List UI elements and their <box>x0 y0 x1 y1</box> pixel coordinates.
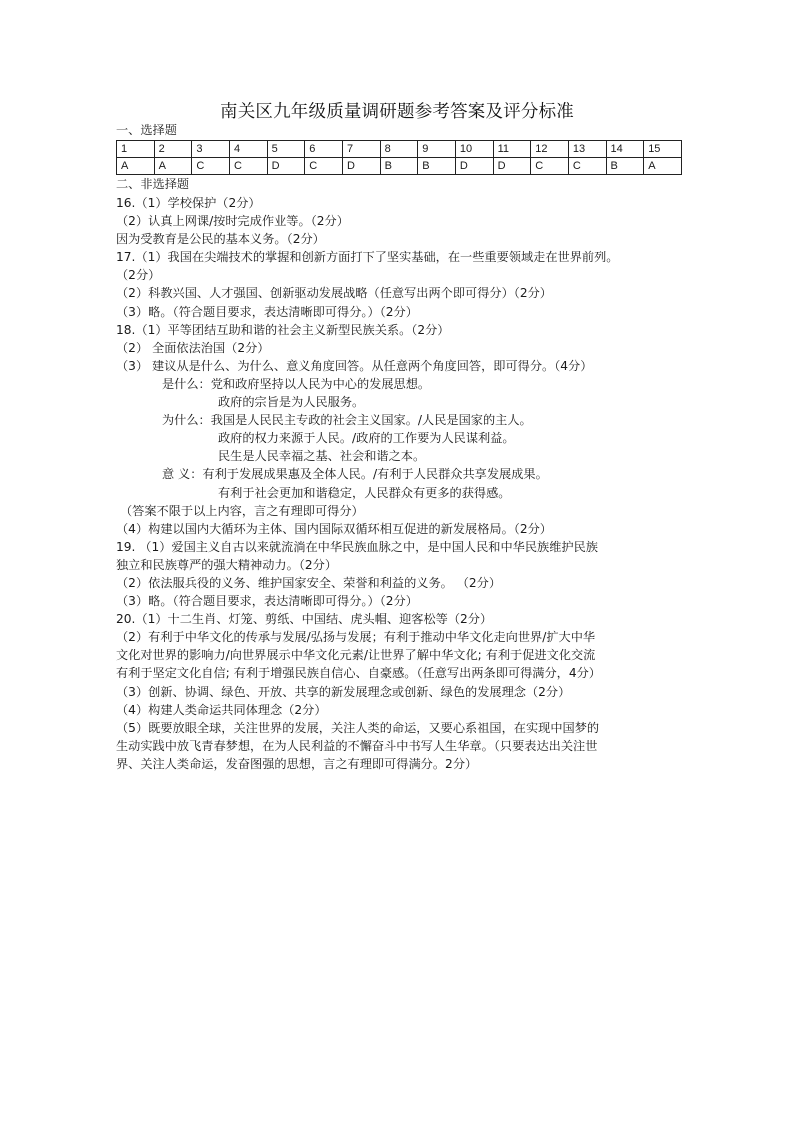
answer-line: 界、关注人类命运，发奋图强的思想，言之有理即可得满分。2分） <box>116 756 478 771</box>
question-number-cell: 12 <box>531 141 569 158</box>
answer-line: 是什么：党和政府坚持以人民为中心的发展思想。 <box>162 376 431 391</box>
answer-line: （3）创新、协调、绿色、开放、共享的新发展理念或创新、绿色的发展理念（2分） <box>116 684 571 699</box>
question-number-cell: 6 <box>305 141 343 158</box>
answer-cell: C <box>531 158 569 175</box>
question-number-cell: 14 <box>606 141 644 158</box>
answer-cell: D <box>493 158 531 175</box>
answer-line: （5）既要放眼全球，关注世界的发展，关注人类的命运，又要心系祖国，在实现中国梦的 <box>116 720 600 735</box>
answer-line: 生动实践中放飞青春梦想，在为人民利益的不懈奋斗中书写人生华章。（只要表达出关注世 <box>116 738 598 753</box>
question-number-cell: 5 <box>267 141 305 158</box>
answer-table <box>116 140 682 175</box>
question-number-cell: 8 <box>380 141 418 158</box>
question-number-cell: 7 <box>342 141 380 158</box>
question-number-cell: 2 <box>154 141 192 158</box>
answer-line: （4）构建以国内大循环为主体、国内国际双循环相互促进的新发展格局。（2分） <box>116 521 552 536</box>
answer-line: 有利于坚定文化自信; 有利于增强民族自信心、自豪感。（任意写出两条即可得满分，4分） <box>116 666 601 681</box>
answer-line: 16.（1）学校保护（2分） <box>116 196 261 210</box>
question-number-cell: 13 <box>568 141 606 158</box>
answer-body <box>116 194 686 773</box>
section-heading-nonchoice: 二、非选择题 <box>116 177 190 191</box>
answer-line: 17.（1）我国在尖端技术的掌握和创新方面打下了坚实基础，在一些重要领域走在世界前列。 <box>116 250 619 265</box>
page-title: 南关区九年级质量调研题参考答案及评分标准 <box>220 102 574 122</box>
answer-line: （2分） <box>116 268 161 283</box>
answer-line: 民生是人民幸福之基、社会和谐之本。 <box>218 449 426 464</box>
answer-cell: B <box>418 158 456 175</box>
answer-line: （2）科教兴国、人才强国、创新驱动发展战略（任意写出两个即可得分）（2分） <box>116 286 552 301</box>
question-number-row <box>117 141 682 158</box>
answer-line: （2） 全面依法治国（2分） <box>116 340 270 355</box>
answer-line: （3） 建议从是什么、为什么、意义角度回答。从任意两个角度回答，即可得分。（4分） <box>116 358 593 373</box>
answer-cell: A <box>644 158 682 175</box>
answer-line: 政府的权力来源于人民。/政府的工作要为人民谋利益。 <box>218 431 515 446</box>
question-number-cell: 11 <box>493 141 531 158</box>
answer-line: 为什么：我国是人民民主专政的社会主义国家。/人民是国家的主人。 <box>162 413 532 428</box>
answer-line: （4）构建人类命运共同体理念（2分） <box>116 702 327 717</box>
answer-cell: C <box>305 158 343 175</box>
answer-line: （3）略。（符合题目要求，表达清晰即可得分。）（2分） <box>116 304 418 319</box>
answer-line: （2）认真上网课/按时完成作业等。（2分） <box>116 214 349 229</box>
answer-row <box>117 158 682 175</box>
answer-cell: A <box>117 158 155 175</box>
answer-line: 意 义：有利于发展成果惠及全体人民。/有利于人民群众共享发展成果。 <box>162 467 548 482</box>
answer-line: 因为受教育是公民的基本义务。（2分） <box>116 232 325 247</box>
answer-line: （2）有利于中华文化的传承与发展/弘扬与发展；有利于推动中华文化走向世界/扩大中华 <box>116 630 596 645</box>
question-number-cell: 15 <box>644 141 682 158</box>
answer-line: 独立和民族尊严的强大精神动力。（2分） <box>116 557 338 572</box>
answer-cell: C <box>229 158 267 175</box>
answer-cell: B <box>380 158 418 175</box>
question-number-cell: 4 <box>229 141 267 158</box>
question-number-cell: 9 <box>418 141 456 158</box>
answer-line: （2）依法服兵役的义务、维护国家安全、荣誉和利益的义务。 （2分） <box>116 575 502 590</box>
answer-cell: B <box>606 158 644 175</box>
question-number-cell: 1 <box>117 141 155 158</box>
answer-cell: D <box>455 158 493 175</box>
section-heading-choice: 一、选择题 <box>116 123 177 137</box>
answer-cell: A <box>154 158 192 175</box>
question-number-cell: 10 <box>455 141 493 158</box>
question-number-cell: 3 <box>192 141 230 158</box>
answer-cell: D <box>342 158 380 175</box>
answer-line: 19. （1）爱国主义自古以来就流淌在中华民族血脉之中，是中国人民和中华民族维护民族 <box>116 539 598 554</box>
answer-cell: C <box>192 158 230 175</box>
answer-cell: D <box>267 158 305 175</box>
answer-line: 20.（1）十二生肖、灯笼、剪纸、中国结、虎头帽、迎客松等（2分） <box>116 612 493 627</box>
answer-line: 政府的宗旨是为人民服务。 <box>218 395 365 410</box>
answer-line: 文化对世界的影响力/向世界展示中华文化元素/让世界了解中华文化; 有利于促进文化交流 <box>116 648 596 663</box>
answer-line: 有利于社会更加和谐稳定，人民群众有更多的获得感。 <box>218 485 511 500</box>
answer-line: （答案不限于以上内容，言之有理即可得分） <box>120 503 364 518</box>
answer-cell: C <box>568 158 606 175</box>
answer-line: （3）略。（符合题目要求，表达清晰即可得分。）（2分） <box>116 594 418 609</box>
answer-line: 18.（1）平等团结互助和谐的社会主义新型民族关系。（2分） <box>116 322 450 337</box>
